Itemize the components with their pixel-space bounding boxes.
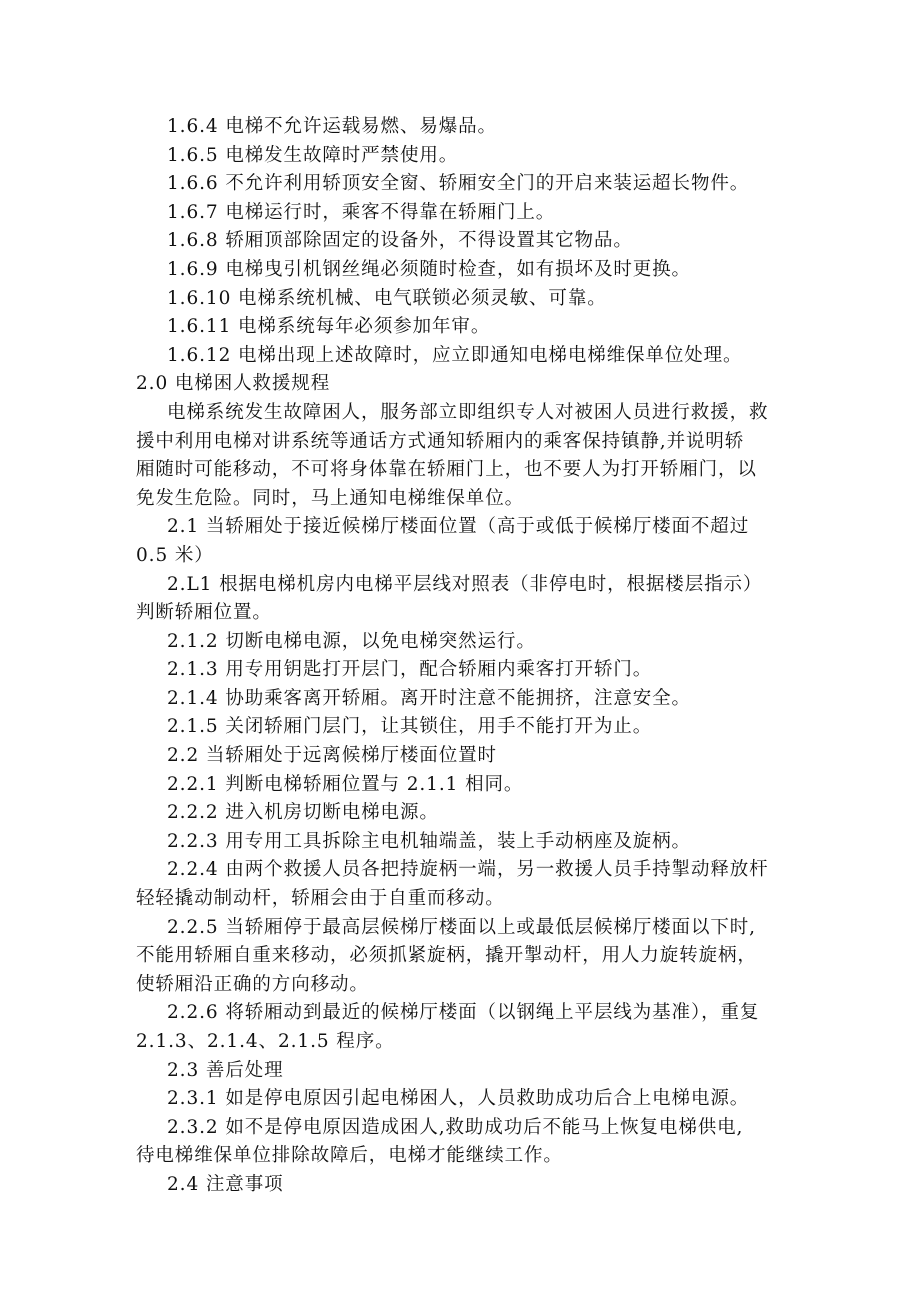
text-line: 1.6.8 轿厢顶部除固定的设备外，不得设置其它物品。 — [167, 230, 633, 252]
text-line: 1.6.7 电梯运行时，乘客不得靠在轿厢门上。 — [167, 201, 556, 223]
text-line: 援中利用电梯对讲系统等通话方式通知轿厢内的乘客保持镇静,并说明轿 — [136, 430, 745, 452]
text-line: 1.6.4 电梯不允许运载易燃、易爆品。 — [167, 116, 497, 137]
text-line: 1.6.12 电梯出现上述故障时，应立即通知电梯电梯维保单位处理。 — [167, 344, 743, 366]
text-line: 电梯系统发生故障困人，服务部立即组织专人对被困人员进行救援，救 — [167, 401, 769, 423]
text-line: 2.2.4 由两个救援人员各把持旋柄一端，另一救援人员手持掣动释放杆 — [167, 859, 769, 881]
text-line: 1.6.10 电梯系统机械、电气联锁必须灵敏、可靠。 — [167, 287, 607, 309]
text-line: 1.6.5 电梯发生故障时严禁使用。 — [167, 144, 459, 166]
text-line: 不能用轿厢自重来移动，必须抓紧旋柄，撬开掣动杆，用人力旋转旋柄， — [136, 945, 757, 967]
document-body — [136, 113, 796, 1200]
section-heading: 2.0 电梯困人救援规程 — [136, 373, 331, 395]
text-line: 2.1 当轿厢处于接近候梯厅楼面位置（高于或低于候梯厅楼面不超过 — [167, 516, 750, 538]
text-line: 2.2.1 判断电梯轿厢位置与 2.1.1 相同。 — [167, 773, 524, 795]
text-line: 2.2.3 用专用工具拆除主电机轴端盖，装上手动柄座及旋柄。 — [167, 830, 691, 852]
text-line: 判断轿厢位置。 — [136, 602, 272, 624]
text-line: 1.6.11 电梯系统每年必须参加年审。 — [167, 316, 491, 338]
text-line: 2.3.2 如不是停电原因造成困人,救助成功后不能马上恢复电梯供电, — [167, 1116, 744, 1138]
text-line: 2.L1 根据电梯机房内电梯平层线对照表（非停电时，根据楼层指示） — [167, 573, 763, 595]
text-line: 2.2 当轿厢处于远离候梯厅楼面位置时 — [167, 745, 497, 767]
text-line: 2.1.3、2.1.4、2.1.5 程序。 — [136, 1031, 395, 1052]
text-line: 2.2.5 当轿厢停于最高层候梯厅楼面以上或最低层候梯厅楼面以下时, — [167, 916, 756, 938]
text-line: 免发生危险。同时，马上通知电梯维保单位。 — [136, 487, 525, 509]
text-line: 2.3 善后处理 — [167, 1059, 284, 1081]
text-line: 2.1.2 切断电梯电源，以免电梯突然运行。 — [167, 630, 536, 652]
text-line: 1.6.6 不允许利用轿顶安全窗、轿厢安全门的开启来装运超长物件。 — [167, 173, 750, 195]
text-line: 厢随时可能移动，不可将身体靠在轿厢门上，也不要人为打开轿厢门，以 — [136, 459, 757, 481]
text-line: 2.1.5 关闭轿厢门层门，让其锁住，用手不能打开为止。 — [167, 716, 653, 738]
text-line: 0.5 米） — [136, 544, 214, 566]
text-line: 2.4 注意事项 — [167, 1173, 284, 1195]
text-line: 待电梯维保单位排除故障后，电梯才能继续工作。 — [136, 1145, 563, 1167]
text-line: 使轿厢沿正确的方向移动。 — [136, 973, 369, 995]
text-line: 2.1.3 用专用钥匙打开层门，配合轿厢内乘客打开轿门。 — [167, 659, 653, 681]
text-line: 轻轻撬动制动杆，轿厢会由于自重而移动。 — [136, 888, 505, 910]
text-line: 2.1.4 协助乘客离开轿厢。离开时注意不能拥挤，注意安全。 — [167, 687, 691, 709]
text-line: 1.6.9 电梯曳引机钢丝绳必须随时检查，如有损坏及时更换。 — [167, 258, 691, 280]
text-line: 2.2.6 将轿厢动到最近的候梯厅楼面（以钢绳上平层线为基准），重复 — [167, 1002, 760, 1024]
text-line: 2.2.2 进入机房切断电梯电源。 — [167, 802, 439, 824]
text-line: 2.3.1 如是停电原因引起电梯困人，人员救助成功后合上电梯电源。 — [167, 1088, 750, 1110]
